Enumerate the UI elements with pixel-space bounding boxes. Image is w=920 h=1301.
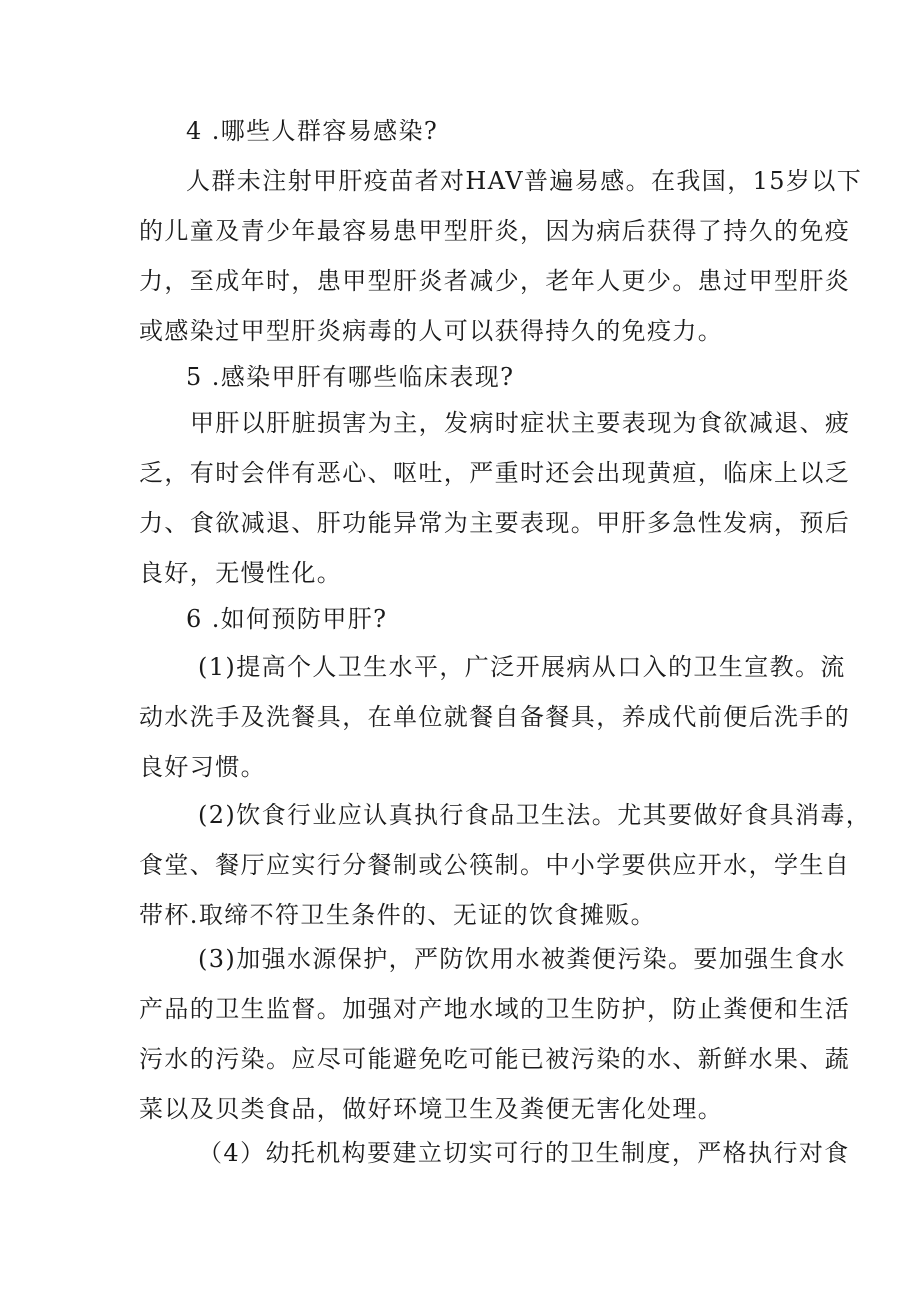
paragraph-line: (2)饮食行业应认真执行食品卫生法。尤其要做好食具消毒， bbox=[198, 801, 872, 829]
paragraph-line: 甲肝以肝脏损害为主，发病时症状主要表现为食欲减退、疲 bbox=[190, 409, 851, 437]
paragraph-line: 力，至成年时，患甲型肝炎者减少，老年人更少。患过甲型肝炎 bbox=[139, 267, 851, 295]
paragraph-line: 的儿童及青少年最容易患甲型肝炎，因为病后获得了持久的免疫 bbox=[139, 217, 851, 245]
paragraph-line: 污水的污染。应尽可能避免吃可能已被污染的水、新鲜水果、蔬 bbox=[139, 1045, 851, 1073]
paragraph-line: 良好习惯。 bbox=[139, 753, 266, 781]
paragraph-line: 乏，有时会伴有恶心、呕吐，严重时还会出现黄疸，临床上以乏 bbox=[139, 459, 851, 487]
paragraph-line: 力、食欲减退、肝功能异常为主要表现。甲肝多急性发病，预后 bbox=[139, 509, 851, 537]
paragraph-line: (3)加强水源保护，严防饮用水被粪便污染。要加强生食水 bbox=[198, 945, 846, 973]
paragraph-line: 带杯.取缔不符卫生条件的、无证的饮食摊贩。 bbox=[139, 901, 657, 929]
heading-q4: 4 .哪些人群容易感染? bbox=[186, 117, 439, 145]
paragraph-line: 菜以及贝类食品，做好环境卫生及粪便无害化处理。 bbox=[139, 1095, 724, 1123]
paragraph-line: （4）幼托机构要建立切实可行的卫生制度，严格执行对食 bbox=[198, 1139, 850, 1167]
paragraph-line: 食堂、餐厅应实行分餐制或公筷制。中小学要供应开水，学生自 bbox=[139, 851, 851, 879]
paragraph-line: 人群未注射甲肝疫苗者对HAV普遍易感。在我国，15岁以下 bbox=[186, 167, 863, 195]
paragraph-line: 良好，无慢性化。 bbox=[139, 559, 343, 587]
heading-q5: 5 .感染甲肝有哪些临床表现? bbox=[186, 363, 515, 391]
paragraph-line: 动水洗手及洗餐具，在单位就餐自备餐具，养成代前便后洗手的 bbox=[139, 703, 851, 731]
paragraph-line: 或感染过甲型肝炎病毒的人可以获得持久的免疫力。 bbox=[139, 317, 724, 345]
paragraph-line: 产品的卫生监督。加强对产地水域的卫生防护，防止粪便和生活 bbox=[139, 995, 851, 1023]
heading-q6: 6 .如何预防甲肝? bbox=[186, 605, 388, 633]
paragraph-line: (1)提高个人卫生水平，广泛开展病从口入的卫生宣教。流 bbox=[198, 653, 846, 681]
